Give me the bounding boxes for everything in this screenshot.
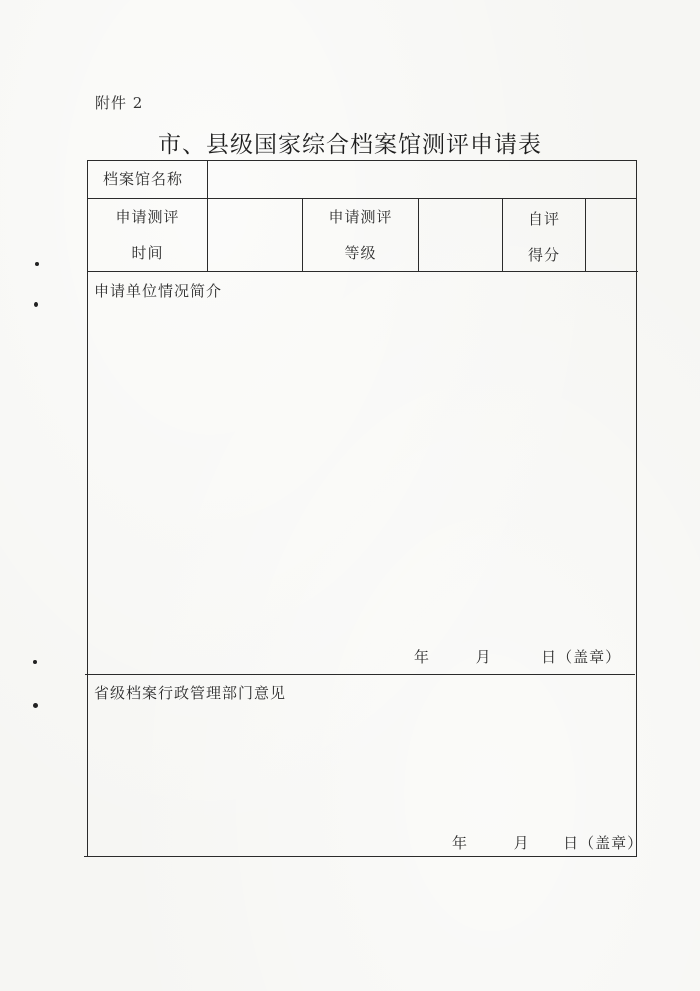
self-score-label-line2: 得分	[527, 246, 560, 264]
opinion-date-day: 日	[563, 834, 580, 852]
apply-time-label-line2: 时间	[131, 244, 164, 262]
apply-time-label-line1: 申请测评	[115, 208, 180, 226]
self-score-label-line1: 自评	[527, 210, 560, 228]
table-row-divider-2	[87, 271, 638, 272]
intro-date-month: 月	[475, 648, 492, 666]
opinion-date-year: 年	[452, 834, 469, 852]
apply-level-field[interactable]	[423, 206, 498, 266]
apply-level-label-line1: 申请测评	[328, 208, 393, 226]
archive-name-field[interactable]	[215, 168, 630, 190]
scan-speck	[35, 262, 39, 266]
opinion-date-line	[452, 832, 643, 853]
opinion-section-content[interactable]	[94, 707, 629, 817]
opinion-seal-note: （盖章）	[579, 834, 644, 852]
scan-speck	[34, 302, 38, 307]
row1-divider	[207, 160, 208, 199]
row2-divider-3	[418, 198, 419, 272]
table-border-right	[636, 160, 637, 857]
table-border-top	[88, 160, 637, 161]
apply-level-label-line2: 等级	[344, 244, 377, 262]
intro-date-year: 年	[414, 648, 431, 666]
form-title: 市、县级国家综合档案馆测评申请表	[158, 132, 542, 158]
attachment-label: 附件 2	[95, 94, 144, 112]
intro-section-content[interactable]	[94, 305, 629, 635]
table-border-left	[87, 160, 88, 857]
row2-divider-1	[207, 198, 208, 272]
opinion-date-month: 月	[513, 834, 530, 852]
row2-divider-5	[585, 198, 586, 272]
scan-speck	[33, 660, 37, 664]
apply-time-field[interactable]	[212, 206, 298, 266]
intro-seal-note: （盖章）	[557, 648, 622, 666]
opinion-section-label: 省级档案行政管理部门意见	[94, 684, 287, 702]
intro-section-label: 申请单位情况简介	[94, 282, 223, 300]
intro-date-line	[414, 646, 621, 667]
table-border-bottom	[84, 856, 636, 857]
archive-name-label: 档案馆名称	[103, 170, 184, 188]
intro-date-day: 日	[541, 648, 558, 666]
self-score-field[interactable]	[590, 206, 632, 266]
table-row-divider-3	[85, 674, 635, 675]
scan-speck	[33, 703, 38, 708]
table-row-divider-1	[88, 198, 637, 199]
